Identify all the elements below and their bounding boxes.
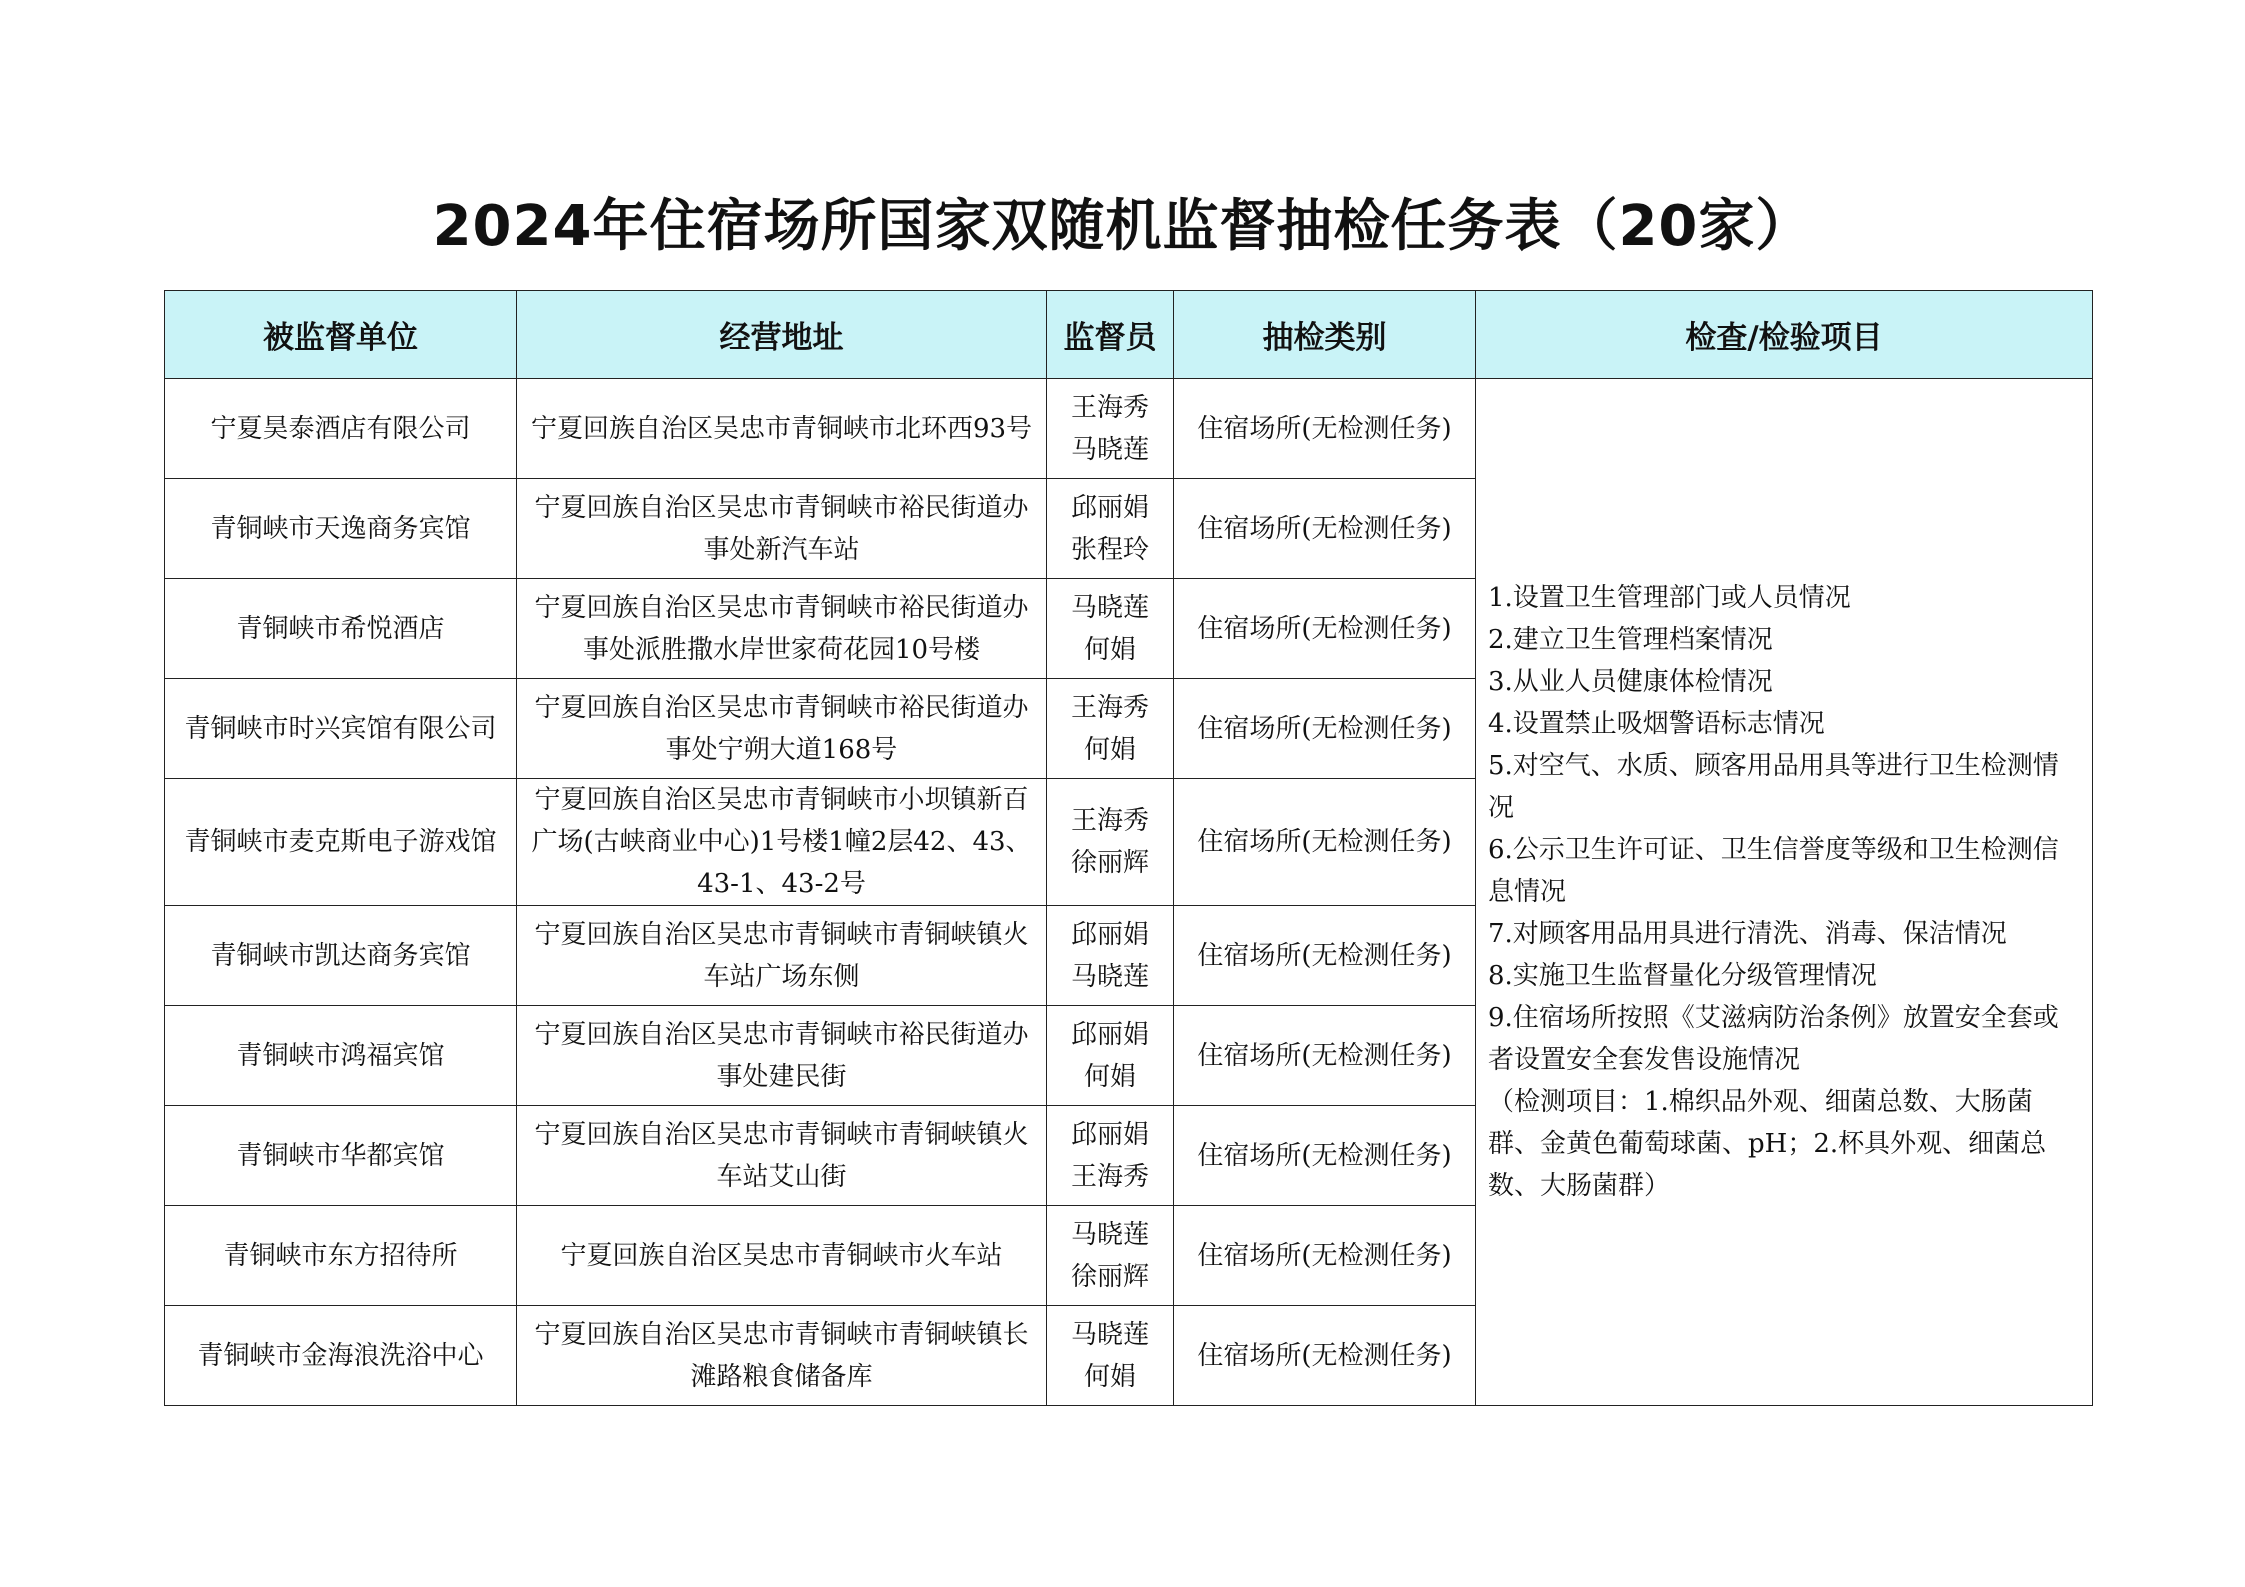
inspector-name: 邱丽娟 [1070,492,1149,523]
inspection-item: 4.设置禁止吸烟警语标志情况 [1488,709,1825,739]
inspectors-cell [1047,1306,1174,1406]
table-row [165,379,2093,479]
category-cell: 住宿场所(无检测任务) [1174,479,1476,579]
inspectors-cell [1047,1206,1174,1306]
inspectors-cell [1047,379,1174,479]
unit-cell: 青铜峡市东方招待所 [165,1206,517,1306]
header-row [165,291,2093,379]
category-cell: 住宿场所(无检测任务) [1174,906,1476,1006]
inspection-item: 5.对空气、水质、顾客用品用具等进行卫生检测情况 [1488,751,2059,823]
inspector-name: 王海秀 [1070,692,1149,723]
inspector-name: 马晓莲 [1070,592,1149,623]
address-cell: 宁夏回族自治区吴忠市青铜峡市裕民街道办事处建民街 [517,1006,1047,1106]
category-cell: 住宿场所(无检测任务) [1174,1306,1476,1406]
category-cell: 住宿场所(无检测任务) [1174,1006,1476,1106]
inspector-name: 马晓莲 [1070,961,1149,992]
address-cell: 宁夏回族自治区吴忠市青铜峡市裕民街道办事处派胜撒水岸世家荷花园10号楼 [517,579,1047,679]
unit-cell: 青铜峡市鸿福宾馆 [165,1006,517,1106]
inspector-name: 邱丽娟 [1070,1119,1149,1150]
unit-cell: 青铜峡市天逸商务宾馆 [165,479,517,579]
inspector-name: 马晓莲 [1070,434,1149,465]
category-cell: 住宿场所(无检测任务) [1174,679,1476,779]
inspectors-cell [1047,479,1174,579]
page-title: 2024年住宿场所国家双随机监督抽检任务表（20家） [432,194,1813,259]
category-cell: 住宿场所(无检测任务) [1174,1206,1476,1306]
inspectors-cell [1047,1006,1174,1106]
address-cell: 宁夏回族自治区吴忠市青铜峡市北环西93号 [517,379,1047,479]
inspector-name: 何娟 [1083,1061,1136,1092]
inspection-item: 2.建立卫生管理档案情况 [1488,625,1773,655]
inspection-item: 9.住宿场所按照《艾滋病防治条例》放置安全套或者设置安全套发售设施情况 [1488,1003,2059,1075]
inspectors-cell [1047,579,1174,679]
inspectors-cell [1047,779,1174,906]
inspection-item: 6.公示卫生许可证、卫生信誉度等级和卫生检测信息情况 [1488,835,2059,907]
inspection-item: 7.对顾客用品用具进行清洗、消毒、保洁情况 [1488,919,2007,949]
inspection-item: （检测项目：1.棉织品外观、细菌总数、大肠菌群、金黄色葡萄球菌、pH；2.杯具外观、细菌总数、大肠菌群） [1488,1087,2047,1201]
address-cell: 宁夏回族自治区吴忠市青铜峡市裕民街道办事处新汽车站 [517,479,1047,579]
category-cell: 住宿场所(无检测任务) [1174,579,1476,679]
address-cell: 宁夏回族自治区吴忠市青铜峡市青铜峡镇火车站广场东侧 [517,906,1047,1006]
address-cell: 宁夏回族自治区吴忠市青铜峡市裕民街道办事处宁朔大道168号 [517,679,1047,779]
inspector-name: 马晓莲 [1070,1219,1149,1250]
address-cell: 宁夏回族自治区吴忠市青铜峡市青铜峡镇火车站艾山街 [517,1106,1047,1206]
inspector-name: 张程玲 [1070,534,1149,565]
inspector-name: 何娟 [1083,1361,1136,1392]
inspection-item: 8.实施卫生监督量化分级管理情况 [1488,961,1877,991]
inspection-item: 1.设置卫生管理部门或人员情况 [1488,583,1851,613]
address-cell: 宁夏回族自治区吴忠市青铜峡市小坝镇新百广场(古峡商业中心)1号楼1幢2层42、43、43-1、43-2号 [517,779,1047,906]
unit-cell: 青铜峡市华都宾馆 [165,1106,517,1206]
address-cell: 宁夏回族自治区吴忠市青铜峡市火车站 [517,1206,1047,1306]
inspectors-cell [1047,906,1174,1006]
header-inspectors: 监督员 [1047,291,1174,379]
inspector-name: 何娟 [1083,734,1136,765]
inspector-name: 徐丽辉 [1070,1261,1149,1292]
unit-cell: 青铜峡市希悦酒店 [165,579,517,679]
inspector-name: 邱丽娟 [1070,919,1149,950]
unit-cell: 青铜峡市凯达商务宾馆 [165,906,517,1006]
unit-cell: 宁夏昊泰酒店有限公司 [165,379,517,479]
category-cell: 住宿场所(无检测任务) [1174,1106,1476,1206]
task-table [164,290,2093,1406]
address-cell: 宁夏回族自治区吴忠市青铜峡市青铜峡镇长滩路粮食储备库 [517,1306,1047,1406]
inspectors-cell [1047,679,1174,779]
inspector-name: 王海秀 [1070,806,1149,836]
inspector-name: 王海秀 [1070,1161,1149,1192]
inspector-name: 王海秀 [1070,392,1149,423]
header-unit: 被监督单位 [165,291,517,379]
inspector-name: 徐丽辉 [1070,848,1149,878]
inspector-name: 何娟 [1083,634,1136,665]
inspectors-cell [1047,1106,1174,1206]
unit-cell: 青铜峡市时兴宾馆有限公司 [165,679,517,779]
category-cell: 住宿场所(无检测任务) [1174,379,1476,479]
header-items: 检查/检验项目 [1476,291,2093,379]
inspection-items-cell [1476,379,2093,1406]
header-category: 抽检类别 [1174,291,1476,379]
category-cell: 住宿场所(无检测任务) [1174,779,1476,906]
inspector-name: 马晓莲 [1070,1319,1149,1350]
inspection-item: 3.从业人员健康体检情况 [1488,667,1773,697]
unit-cell: 青铜峡市金海浪洗浴中心 [165,1306,517,1406]
unit-cell: 青铜峡市麦克斯电子游戏馆 [165,779,517,906]
header-address: 经营地址 [517,291,1047,379]
inspector-name: 邱丽娟 [1070,1019,1149,1050]
